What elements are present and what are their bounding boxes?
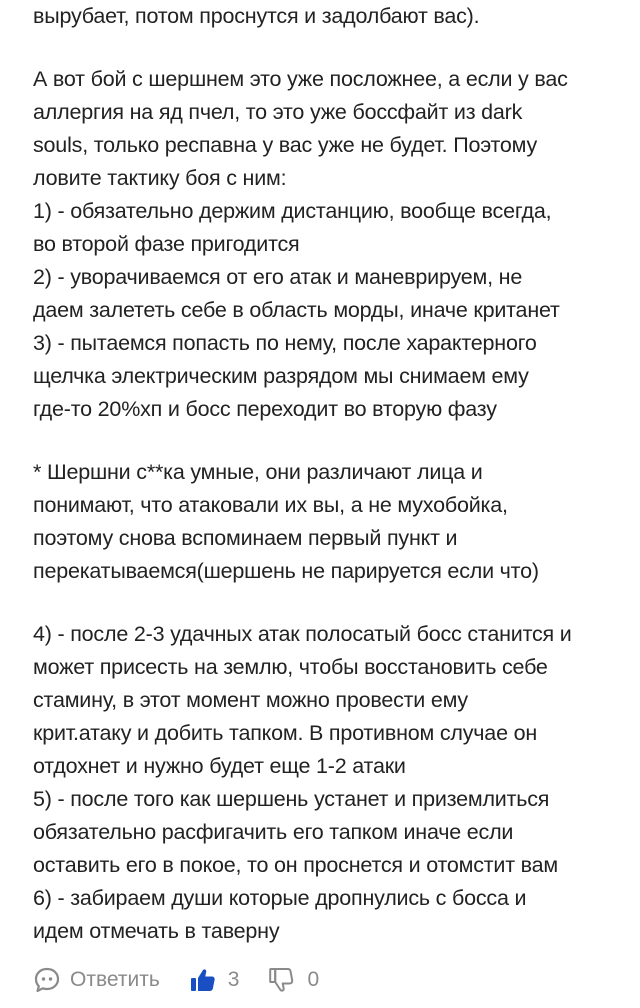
text-line: 2) - уворачиваемся от его атак и маневрируем, не <box>33 265 523 289</box>
paragraph <box>33 0 633 33</box>
reply-button[interactable] <box>33 966 160 994</box>
like-button[interactable] <box>190 967 240 993</box>
text-line: крит.атаку и добить тапком. В противном случае он <box>33 721 538 745</box>
text-line: перекатываемся(шершень не парируется если что) <box>33 559 539 583</box>
dislike-count: 0 <box>307 968 320 991</box>
text-line: аллергия на яд пчел, то это уже боссфайт из dark <box>33 100 523 124</box>
text-line: может присесть на землю, чтобы восстановить себе <box>33 655 548 679</box>
text-line: стамину, в этот момент можно провести ему <box>33 688 468 712</box>
text-line: souls, только респавна у вас уже не будет. Поэтому <box>33 133 538 157</box>
text-line: ловите тактику боя с ним: <box>33 166 287 190</box>
text-line: даем залететь себе в область морды, иначе кританет <box>33 298 560 322</box>
text-line: отдохнет и нужно будет еще 1-2 атаки <box>33 754 406 778</box>
text-line: поэтому снова вспоминаем первый пункт и <box>33 526 458 550</box>
text-line: 1) - обязательно держим дистанцию, вообще всегда, <box>33 199 552 223</box>
text-line: А вот бой с шершнем это уже посложнее, а если у вас <box>33 67 568 91</box>
text-line: 6) - забираем души которые дропнулись с босса и <box>33 886 527 910</box>
paragraph <box>33 618 633 948</box>
like-count: 3 <box>227 968 240 991</box>
dislike-button[interactable] <box>269 967 319 993</box>
text-line: 5) - после того как шершень устанет и приземлиться <box>33 787 550 811</box>
text-line: вырубает, потом проснутся и задолбают вас). <box>33 4 480 28</box>
text-line: 4) - после 2-3 удачных атак полосатый босс станится и <box>33 622 572 646</box>
text-line: оставить его в покое, то он проснется и отомстит вам <box>33 853 558 877</box>
text-line: идем отмечать в таверну <box>33 919 280 943</box>
text-line: * Шершни с**ка умные, они различают лица и <box>33 460 483 484</box>
thumbs-up-icon <box>190 967 216 993</box>
comment-body <box>33 0 633 948</box>
reply-label: Ответить <box>70 968 160 991</box>
paragraph <box>33 63 633 426</box>
speech-bubble-icon <box>33 966 61 994</box>
thumbs-down-icon <box>269 967 295 993</box>
text-line: во второй фазе пригодится <box>33 232 300 256</box>
text-line: обязательно расфигачить его тапком иначе если <box>33 820 514 844</box>
comment-actions <box>33 960 319 1000</box>
paragraph-gap <box>33 426 633 456</box>
paragraph <box>33 456 633 588</box>
text-line: щелчка электрическим разрядом мы снимаем ему <box>33 364 529 388</box>
paragraph-gap <box>33 33 633 63</box>
paragraph-gap <box>33 588 633 618</box>
text-line: 3) - пытаемся попасть по нему, после характерного <box>33 331 537 355</box>
text-line: понимают, что атаковали их вы, а не мухобойка, <box>33 493 508 517</box>
text-line: где-то 20%хп и босс переходит во вторую фазу <box>33 397 497 421</box>
